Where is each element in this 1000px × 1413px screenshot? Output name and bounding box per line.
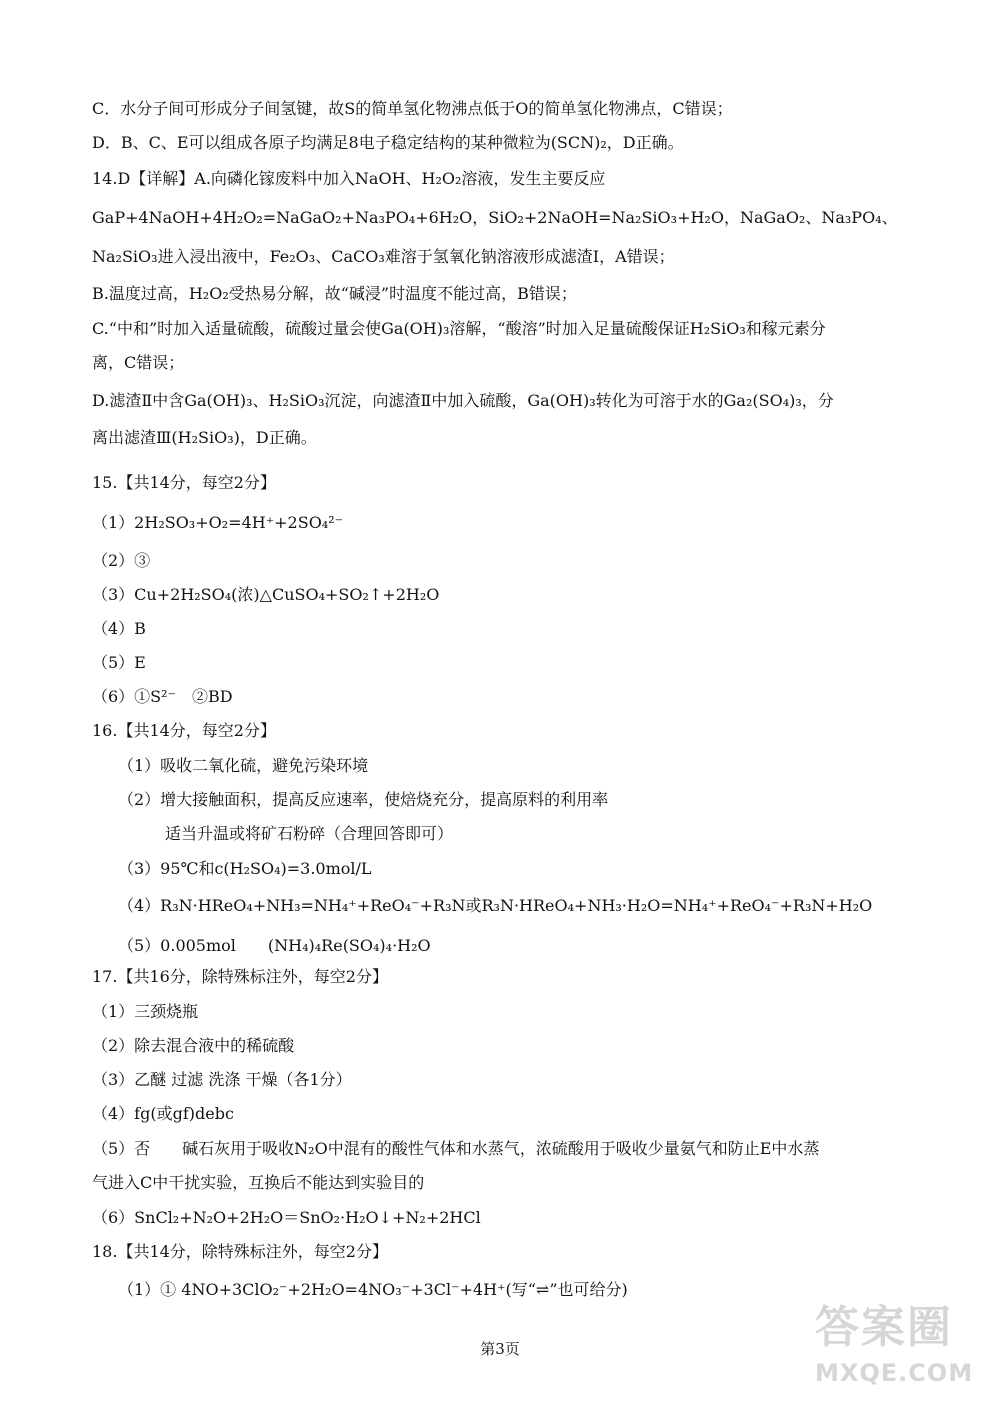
text-line: C．水分子间可形成分子间氢键，故S的简单氢化物沸点低于O的简单氢化物沸点，C错误； [92, 99, 733, 118]
text-line: 16.【共14分，每空2分】 [92, 721, 276, 740]
text-line: B.温度过高，H₂O₂受热易分解，故“碱浸”时温度不能过高，B错误； [92, 284, 577, 303]
text-line: Na₂SiO₃进入浸出液中，Fe₂O₃、CaCO₃难溶于氢氧化钠溶液形成滤渣Ⅰ，A错误； [92, 247, 675, 266]
text-line: （5）E [92, 653, 146, 672]
text-line: 14.D【详解】A.向磷化镓废料中加入NaOH、H₂O₂溶液，发生主要反应 [92, 169, 606, 188]
text-line: （1）① 4NO+3ClO₂⁻+2H₂O=4NO₃⁻+3Cl⁻+4H⁺(写“⇌”也可给分) [118, 1280, 628, 1299]
text-line: （3）95℃和c(H₂SO₄)=3.0mol/L [118, 859, 372, 878]
text-line: 离，C错误； [92, 353, 185, 372]
watermark-title: 答案圈 [815, 1302, 953, 1353]
text-line: （4）fg(或gf)debc [92, 1104, 234, 1123]
text-line: 18.【共14分，除特殊标注外，每空2分】 [92, 1242, 388, 1261]
text-line: （5）否 碱石灰用于吸收N₂O中混有的酸性气体和水蒸气，浓硫酸用于吸收少量氨气和防止E中水蒸 [92, 1139, 820, 1158]
text-line: 17.【共16分，除特殊标注外，每空2分】 [92, 967, 388, 986]
text-line: （4）B [92, 619, 146, 638]
text-line: （6）①S²⁻ ②BD [92, 687, 233, 706]
text-line: （3）Cu+2H₂SO₄(浓)△CuSO₄+SO₂↑+2H₂O [92, 585, 440, 604]
text-line: D．B、C、E可以组成各原子均满足8电子稳定结构的某种微粒为(SCN)₂，D正确。 [92, 133, 684, 152]
text-line: C.“中和”时加入适量硫酸，硫酸过量会使Ga(OH)₃溶解，“酸溶”时加入足量硫酸保证H₂SiO₃和稼元素分 [92, 319, 826, 338]
text-line: D.滤渣Ⅱ中含Ga(OH)₃、H₂SiO₃沉淀，向滤渣Ⅱ中加入硫酸，Ga(OH)₃转化为可溶于水的Ga₂(SO₄)₃，分 [92, 391, 834, 410]
watermark-url: MXQE.COM [815, 1359, 974, 1387]
text-line: （3）乙醚 过滤 洗涤 干燥（各1分） [92, 1070, 352, 1089]
text-line: 气进入C中干扰实验，互换后不能达到实验目的 [92, 1173, 425, 1192]
text-line: 适当升温或将矿石粉碎（合理回答即可） [165, 824, 454, 843]
text-line: （2）除去混合液中的稀硫酸 [92, 1036, 295, 1055]
page-number: 第3页 [480, 1340, 520, 1358]
text-line: （4）R₃N·HReO₄+NH₃=NH₄⁺+ReO₄⁻+R₃N或R₃N·HReO₄+NH₃·H₂O=NH₄⁺+ReO₄⁻+R₃N+H₂O [118, 896, 873, 915]
text-line: （2）增大接触面积，提高反应速率，使焙烧充分，提高原料的利用率 [118, 790, 609, 809]
text-line: 15.【共14分，每空2分】 [92, 473, 276, 492]
text-line: （5）0.005mol (NH₄)₄Re(SO₄)₄·H₂O [118, 936, 431, 955]
text-line: （1）吸收二氧化硫，避免污染环境 [118, 756, 369, 775]
text-line: （2）③ [92, 551, 151, 570]
watermark-logo [815, 1298, 985, 1408]
text-line: （6）SnCl₂+N₂O+2H₂O＝SnO₂·H₂O↓+N₂+2HCl [92, 1208, 481, 1227]
text-line: （1）三颈烧瓶 [92, 1002, 199, 1021]
text-line: GaP+4NaOH+4H₂O₂=NaGaO₂+Na₃PO₄+6H₂O，SiO₂+2NaOH=Na₂SiO₃+H₂O，NaGaO₂、Na₃PO₄、 [92, 208, 898, 227]
text-line: （1）2H₂SO₃+O₂=4H⁺+2SO₄²⁻ [92, 513, 344, 532]
text-line: 离出滤渣Ⅲ(H₂SiO₃)，D正确。 [92, 428, 317, 447]
